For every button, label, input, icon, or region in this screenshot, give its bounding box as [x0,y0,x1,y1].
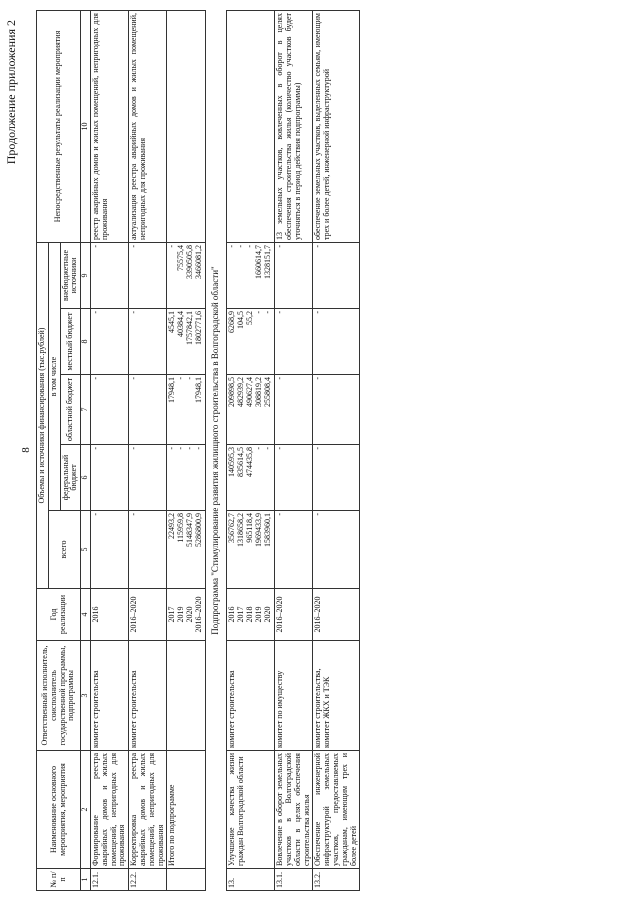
header-offbudget: внебюджетные источники [60,243,81,309]
year-cell-value: 2016 [227,606,237,623]
regional-cell-value: 490627,4 [245,377,255,407]
federal-cell-value: - [194,447,204,450]
offbudget-cell-value: - [313,245,323,248]
federal-cell-value: - [90,447,100,450]
regional-cell-value: 308819,2 [254,377,264,407]
local-cell-value: - [129,311,139,314]
offbudget-cell-value: - [275,245,285,248]
offbudget-cell-value: 1660614,7 [254,245,264,279]
local-cell-value: 1757842,1 [185,311,195,345]
total-cell-value: 965118,4 [245,513,255,543]
column-numbers-row [81,11,91,891]
regional-cell-value: 17948,1 [194,377,204,403]
total-cell-value: 5148347,9 [185,513,195,547]
col-number: 5 [81,511,91,589]
regional-cell [167,375,206,445]
measure-name: Формирование реестра аварийных домов и жилых помещений, непригодных для проживания [90,751,128,869]
year-cell-value: 2019 [254,606,264,623]
year-cell-value: 2017 [236,606,246,623]
local-cell-value: - [90,311,100,314]
result-cell: 13 земельных участков, вовлеченных в оборот в целях обеспечения строительства жилья (количество участков будет уточняться в период действия подпрограммы) [275,11,313,243]
total-cell-value: 1318658,2 [236,513,246,547]
table-row [90,11,128,891]
local-cell-value: - [263,311,273,314]
table-row [129,11,167,891]
year-cell [90,589,128,641]
responsible-executor: комитет по имуществу [275,641,313,751]
total-cell [227,511,275,589]
federal-cell [129,445,167,511]
header-funding: Объемы и источники финансирования (тыс.рублей) [37,243,49,589]
table-row [227,11,275,891]
col-number: 7 [81,375,91,445]
header-year: Год реализации [37,589,81,641]
row-number [167,869,206,891]
funding-table [36,10,360,891]
offbudget-cell-value: - [129,245,139,248]
year-cell-value: 2016–2020 [129,596,139,633]
year-cell-value: 2018 [245,606,255,623]
federal-cell-value: - [176,447,186,450]
result-cell: обеспечение земельных участков, выделенных семьям, имеющим трех и более детей, инженерной инфраструктурой [313,11,360,243]
regional-cell [275,375,313,445]
federal-cell-value: - [254,447,264,450]
regional-cell-value: 482939,2 [236,377,246,407]
col-number: 1 [81,869,91,891]
total-cell-value: 5286800,9 [194,513,204,547]
header-name: Наименование основного мероприятия, мероприятия [37,751,81,869]
regional-cell-value: - [129,377,139,380]
header-responsible: Ответственный исполнитель, соисполнитель государственной программы, подпрограммы [37,641,81,751]
responsible-executor: комитет строительства [129,641,167,751]
local-cell [313,309,360,375]
regional-cell-value: - [313,377,323,380]
federal-cell [90,445,128,511]
offbudget-cell [90,243,128,309]
offbudget-cell [227,243,275,309]
year-cell-value: 2016–2020 [313,596,323,633]
federal-cell [167,445,206,511]
regional-cell [227,375,275,445]
result-cell: актуализация реестра аварийных домов и жилых помещений, непригодных для проживания [129,11,167,243]
regional-cell-value: - [185,377,195,380]
regional-cell-value: - [176,377,186,380]
regional-cell-value: - [90,377,100,380]
total-cell [275,511,313,589]
regional-cell-value: 255808,4 [263,377,273,407]
local-cell-value: 6268,9 [227,311,237,333]
table-row [167,11,206,891]
federal-cell-value: - [275,447,285,450]
year-cell [275,589,313,641]
subprogram-row [206,11,227,891]
local-cell [129,309,167,375]
regional-cell-value: - [275,377,285,380]
result-cell [167,11,206,243]
offbudget-cell [313,243,360,309]
year-cell-value: 2019 [176,606,186,623]
offbudget-cell [129,243,167,309]
table-body-part1 [90,11,205,891]
year-cell-value: 2020 [263,606,273,623]
federal-cell-value: 140595,3 [227,447,237,477]
total-cell-value: 1583960,1 [263,513,273,547]
total-cell-value: - [90,513,100,516]
local-cell [227,309,275,375]
regional-cell [313,375,360,445]
local-cell [90,309,128,375]
local-cell-value: - [254,311,264,314]
federal-cell-value: - [129,447,139,450]
total-cell-value: 22493,2 [167,513,177,539]
result-cell [227,11,275,243]
year-cell-value: 2020 [185,606,195,623]
local-cell [167,309,206,375]
total-cell [167,511,206,589]
table-row [313,11,360,891]
measure-name: Улучшение качества жизни граждан Волгоградской области [227,751,275,869]
total-cell-value: 1969433,9 [254,513,264,547]
row-number: 12.1. [90,869,128,891]
header-local: местный бюджет [60,309,81,375]
col-number: 4 [81,589,91,641]
page-number: 8 [20,447,32,453]
row-number: 13.2. [313,869,360,891]
local-cell-value: 40384,4 [176,311,186,337]
federal-cell-value: - [313,447,323,450]
header-total: всего [48,511,80,589]
col-number: 9 [81,243,91,309]
year-cell [313,589,360,641]
row-number: 12.2. [129,869,167,891]
responsible-executor: комитет строительства [90,641,128,751]
responsible-executor: комитет строительства, комитет ЖКХ и ТЭК [313,641,360,751]
appendix-continuation: Продолжение приложения 2 [4,20,18,165]
header-results: Непосредственные результаты реализации мероприятия [37,11,81,243]
total-cell [129,511,167,589]
header-including: в том числе [48,243,60,511]
measure-name: Обеспечение инженерной инфраструктурой земельных участков, предоставляемых гражданам, имеющим трех и более детей [313,751,360,869]
year-cell-value: 2016 [90,606,100,623]
offbudget-cell-value: - [167,245,177,248]
total-cell-value: 356762,7 [227,513,237,543]
regional-cell-value: 17948,1 [167,377,177,403]
offbudget-cell [275,243,313,309]
col-number: 3 [81,641,91,751]
result-cell: реестр аварийных домов и жилых помещений, непригодных для проживания [90,11,128,243]
table-row [275,11,313,891]
federal-cell-value: 474435,8 [245,447,255,477]
row-number: 13. [227,869,275,891]
total-cell [90,511,128,589]
local-cell-value: 55,2 [245,311,255,325]
total-cell-value: - [275,513,285,516]
measure-name: Вовлечение в оборот земельных участков в Волгоградской области в целях обеспечения строительства жилья [275,751,313,869]
regional-cell [129,375,167,445]
header-regional: областной бюджет [60,375,81,445]
responsible-executor [167,641,206,751]
subprogram-title: Подпрограмма "Стимулирование развития жилищного строительства в Волгоградской области" [206,11,227,891]
year-cell-value: 2017 [167,606,177,623]
year-cell [167,589,206,641]
regional-cell [90,375,128,445]
local-cell-value: - [313,311,323,314]
local-cell-value: 1802771,6 [194,311,204,345]
offbudget-cell-value: - [90,245,100,248]
federal-cell [313,445,360,511]
federal-cell-value: - [185,447,195,450]
measure-name: Итого по подпрограмме [167,751,206,869]
offbudget-cell-value: 3466081,2 [194,245,204,279]
total-cell-value: 115959,8 [176,513,186,543]
year-cell [227,589,275,641]
year-cell-value: 2016–2020 [194,596,204,633]
col-number: 8 [81,309,91,375]
offbudget-cell-value: - [227,245,237,248]
regional-cell-value: 209898,5 [227,377,237,407]
header-num: № п/п [37,869,81,891]
offbudget-cell [167,243,206,309]
row-number: 13.1. [275,869,313,891]
col-number: 6 [81,445,91,511]
offbudget-cell-value: - [236,245,246,248]
offbudget-cell-value: 3390505,8 [185,245,195,279]
federal-cell-value: - [167,447,177,450]
offbudget-cell-value: - [245,245,255,248]
federal-cell-value: - [263,447,273,450]
offbudget-cell-value: 75575,4 [176,245,186,271]
col-number: 10 [81,11,91,243]
offbudget-cell-value: 1328151,7 [263,245,273,279]
local-cell-value: 4545,1 [167,311,177,333]
local-cell-value: 104,5 [236,311,246,329]
total-cell [313,511,360,589]
federal-cell [275,445,313,511]
header-federal: федеральный бюджет [60,445,81,511]
measure-name: Корректировка реестра аварийных домов и жилых помещений, непригодных для проживания [129,751,167,869]
year-cell-value: 2016–2020 [275,596,285,633]
total-cell-value: - [129,513,139,516]
table-body-part2 [227,11,360,891]
local-cell-value: - [275,311,285,314]
federal-cell-value: 835614,5 [236,447,246,477]
total-cell-value: - [313,513,323,516]
local-cell [275,309,313,375]
year-cell [129,589,167,641]
col-number: 2 [81,751,91,869]
responsible-executor: комитет строительства [227,641,275,751]
federal-cell [227,445,275,511]
